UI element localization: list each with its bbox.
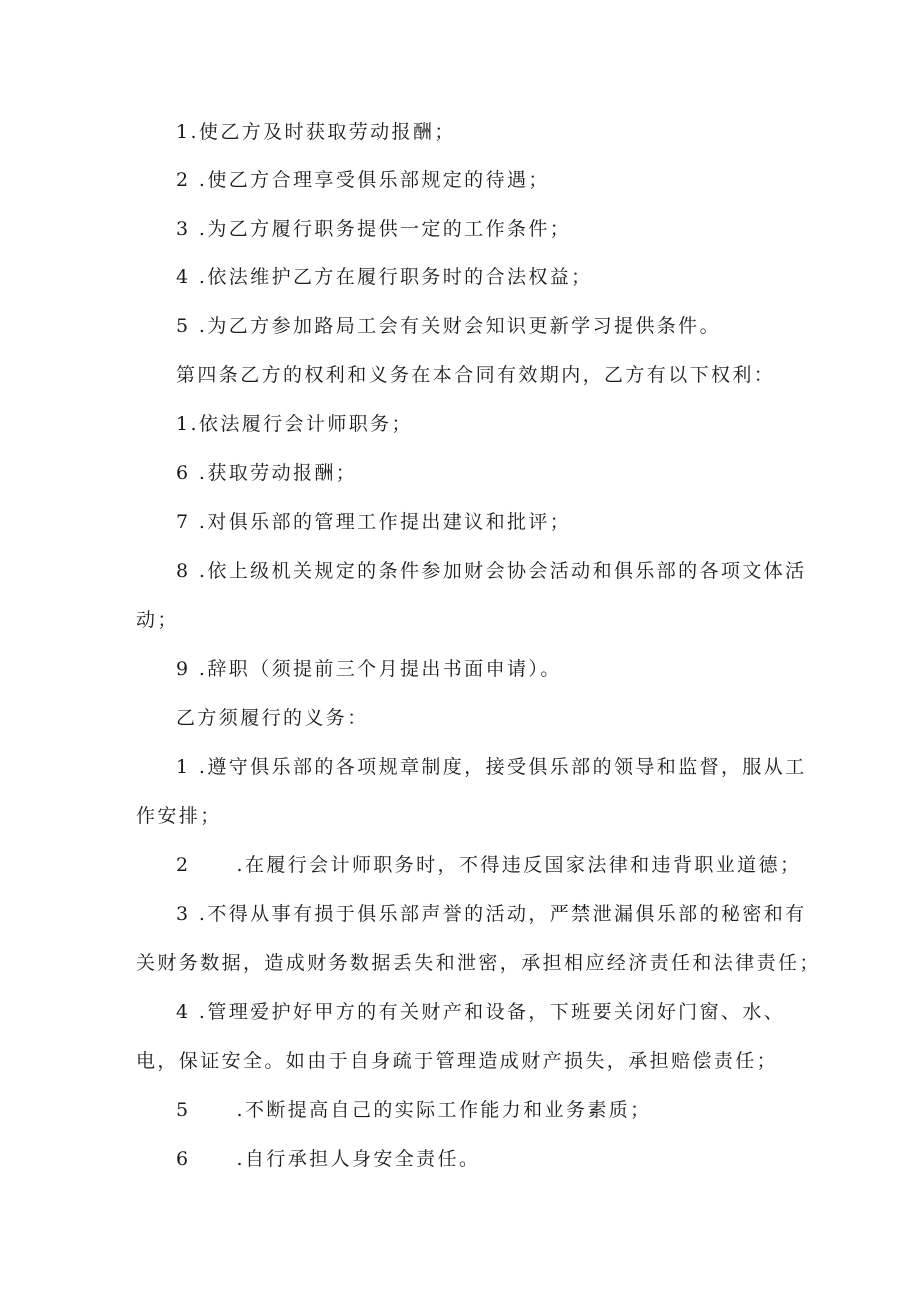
paragraph-line: 4 .管理爱护好甲方的有关财产和设备，下班要关闭好门窗、水、 <box>176 1001 786 1023</box>
paragraph-line: 7 .对俱乐部的管理工作提出建议和批评； <box>176 511 572 533</box>
item-text: .在履行会计师职务时，不得违反国家法律和违背职业道德； <box>236 854 802 876</box>
item-number: 5 <box>176 1099 191 1121</box>
paragraph-line <box>176 851 801 879</box>
item-text: .自行承担人身安全责任。 <box>236 1148 481 1170</box>
item-number: 6 <box>176 1148 191 1170</box>
paragraph-line: 乙方须履行的义务： <box>176 707 369 729</box>
paragraph-line: 3 .为乙方履行职务提供一定的工作条件； <box>176 218 572 240</box>
item-text: .不断提高自己的实际工作能力和业务素质； <box>236 1099 652 1121</box>
paragraph-line: 5 .为乙方参加路局工会有关财会知识更新学习提供条件。 <box>176 315 721 337</box>
paragraph-line: 1 .遵守俱乐部的各项规章制度，接受俱乐部的领导和监督，服从工 <box>176 756 807 778</box>
paragraph-line: 作安排； <box>136 805 222 827</box>
paragraph-line: 第四条乙方的权利和义务在本合同有效期内，乙方有以下权利： <box>176 364 776 386</box>
paragraph-line: 6 .获取劳动报酬； <box>176 462 358 484</box>
paragraph-line: 动； <box>136 609 179 631</box>
paragraph-line <box>176 1145 480 1173</box>
paragraph-line: 电，保证安全。如由于自身疏于管理造成财产损失，承担赔偿责任； <box>136 1050 779 1072</box>
paragraph-line: 2 .使乙方合理享受俱乐部规定的待遇； <box>176 169 550 191</box>
paragraph-line: 4 .依法维护乙方在履行职务时的合法权益； <box>176 266 593 288</box>
paragraph-line: 3 .不得从事有损于俱乐部声誉的活动，严禁泄漏俱乐部的秘密和有 <box>176 903 807 925</box>
paragraph-line: 1.使乙方及时获取劳动报酬； <box>176 121 456 143</box>
item-number: 2 <box>176 854 191 876</box>
paragraph-line: 9 .辞职（须提前三个月提出书面申请）。 <box>176 658 562 680</box>
paragraph-line: 关财务数据，造成财务数据丢失和泄密，承担相应经济责任和法律责任； <box>136 952 821 974</box>
paragraph-line: 1.依法履行会计师职务； <box>176 413 413 435</box>
paragraph-line <box>176 1096 652 1124</box>
paragraph-line: 8 .依上级机关规定的条件参加财会协会活动和俱乐部的各项文体活 <box>176 560 807 582</box>
